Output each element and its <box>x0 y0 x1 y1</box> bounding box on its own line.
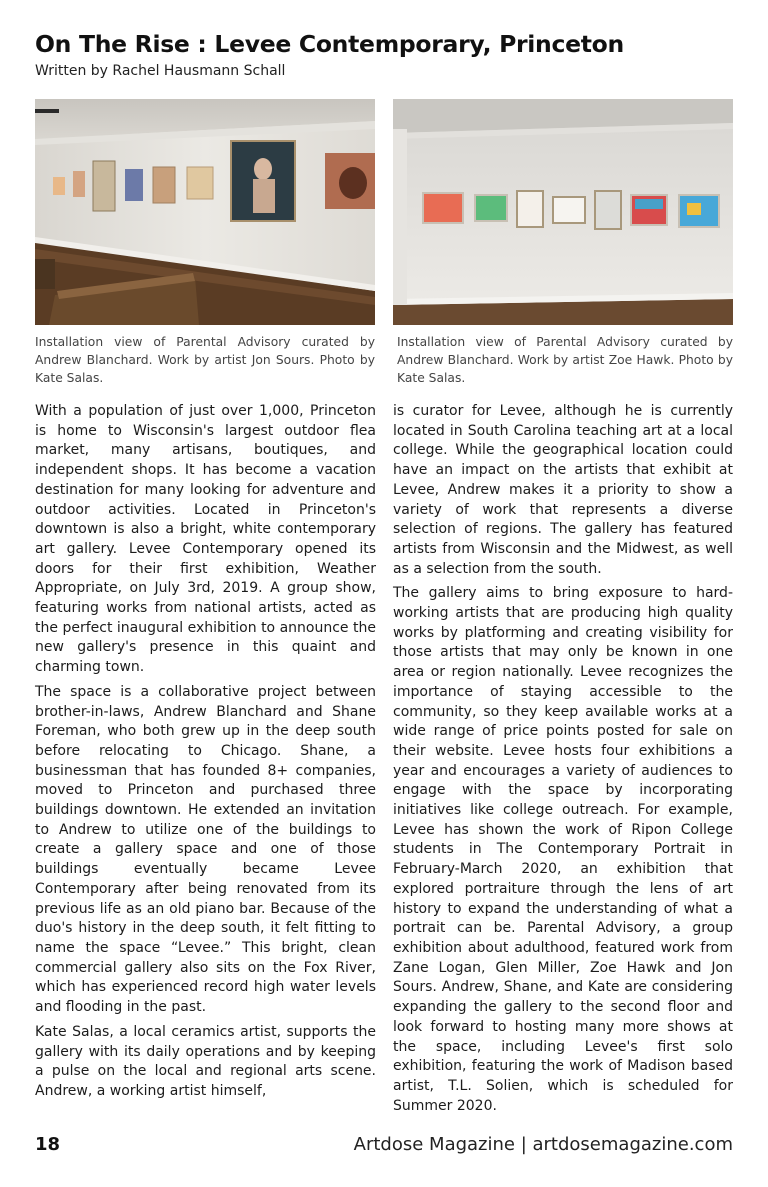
publication-footer: Artdose Magazine | artdosemagazine.com <box>353 1134 733 1155</box>
photo-2-caption: Installation view of Parental Advisory curated by Andrew Blanchard. Work by artist Zoe Hawk. Photo by Kate Salas. <box>397 335 733 385</box>
article-byline: Written by Rachel Hausmann Schall <box>35 63 286 79</box>
photo-1-caption: Installation view of Parental Advisory curated by Andrew Blanchard. Work by artist Jon Sours. Photo by Kate Salas. <box>35 335 375 385</box>
installation-photo-1 <box>35 99 375 325</box>
paragraph: With a population of just over 1,000, Princeton is home to Wisconsin's largest outdoor flea market, many artisans, boutiques, and independent shops. It has become a vacation destination for many looking for adventure and outdoor activities. Located in Princeton's downtown is also a bright, white contemporary art gallery. Levee Contemporary opened its doors for their first exhibition, Weather Appropriate, on July 3rd, 2019. A group show, featuring works from national artists, acted as the perfect inaugural exhibition to announce the new gallery's presence in this quaint and charming town. <box>35 403 376 676</box>
article-column-1 <box>35 402 376 1107</box>
paragraph: The gallery aims to bring exposure to hard-working artists that are producing high quality works by platforming and creating visibility for those artists that may only be known in one area or region nationally. Levee recognizes the importance of staying accessible to the community, so they keep available works at a wide range of price points posted for sale on their website. Levee hosts four exhibitions a year and encourages a variety of audiences to engage with the space by incorporating initiatives like college outreach. For example, Levee has shown the work of Ripon College students in The Contemporary Portrait in February-March 2020, an exhibition that explored portraiture through the lens of art history to expand the understanding of what a portrait can be. Parental Advisory, a group exhibition about adulthood, featured work from Zane Logan, Glen Miller, Zoe Hawk and Jon Sours. Andrew, Shane, and Kate are considering expanding the gallery to the second floor and look forward to hosting many more shows at the space, including Levee's first solo exhibition, featuring the work of Madison based artist, T.L. Solien, which is scheduled for Summer 2020. <box>393 585 733 1114</box>
article-title: On The Rise : Levee Contemporary, Princeton <box>35 30 624 58</box>
paragraph: is curator for Levee, although he is currently located in South Carolina teaching art at a local college. While the geographical location could have an impact on the artists that exhibit at Levee, Andrew makes it a priority to show a variety of work that represents a diverse selection of regions. The gallery has featured artists from Wisconsin and the Midwest, as well as a selection from the south. <box>393 403 733 577</box>
paragraph: The space is a collaborative project between brother-in-laws, Andrew Blanchard and Shane Foreman, who both grew up in the deep south before relocating to Chicago. Shane, a businessman that has founded 8+ companies, moved to Princeton and purchased three buildings downtown. He extended an invitation to Andrew to utilize one of the buildings to create a gallery space and one of those buildings eventually became Levee Contemporary after being renovated from its previous life as an old piano bar. Because of the duo's history in the deep south, it felt fitting to name the space “Levee.” This bright, clean commercial gallery also sits on the Fox River, which has experienced record high water levels and flooding in the past. <box>35 683 376 1016</box>
page-number: 18 <box>35 1134 61 1155</box>
paragraph: Kate Salas, a local ceramics artist, supports the gallery with its daily operations and by keeping a pulse on the local and regional arts scene. Andrew, a working artist himself, <box>35 1023 376 1099</box>
article-column-2 <box>393 402 733 1121</box>
installation-photo-2 <box>393 99 733 325</box>
